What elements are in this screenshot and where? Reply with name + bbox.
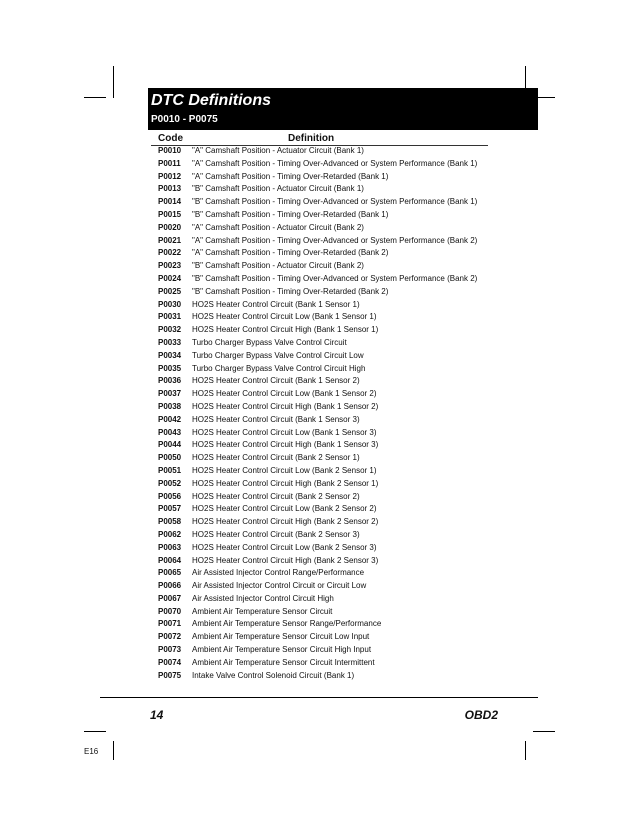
column-header-code: Code <box>158 133 183 144</box>
dtc-definition: HO2S Heater Control Circuit High (Bank 2 Sensor 2) <box>192 517 379 527</box>
dtc-definition: Ambient Air Temperature Sensor Range/Performance <box>192 619 382 629</box>
table-row <box>158 171 477 184</box>
dtc-code: P0072 <box>158 632 182 642</box>
dtc-code: P0037 <box>158 389 182 399</box>
dtc-code: P0014 <box>158 197 182 207</box>
dtc-code: P0030 <box>158 299 182 309</box>
table-row <box>158 158 477 171</box>
crop-mark <box>525 741 526 760</box>
dtc-code: P0033 <box>158 337 182 347</box>
dtc-definition: Turbo Charger Bypass Valve Control Circuit Low <box>192 350 364 360</box>
dtc-code: P0012 <box>158 171 182 181</box>
dtc-definition: Air Assisted Injector Control Circuit or Circuit Low <box>192 581 367 591</box>
footer-divider <box>100 697 538 698</box>
dtc-code: P0075 <box>158 670 182 680</box>
dtc-code: P0034 <box>158 350 182 360</box>
table-row <box>158 491 477 504</box>
dtc-definition: "A" Camshaft Position - Timing Over-Advanced or System Performance (Bank 2) <box>192 235 478 245</box>
table-row <box>158 580 477 593</box>
dtc-code: P0032 <box>158 325 182 335</box>
table-row <box>158 375 477 388</box>
dtc-code: P0063 <box>158 542 182 552</box>
dtc-definition: "A" Camshaft Position - Timing Over-Retarded (Bank 1) <box>192 171 389 181</box>
dtc-code: P0035 <box>158 363 182 373</box>
dtc-code: P0057 <box>158 504 182 514</box>
dtc-definition: "A" Camshaft Position - Timing Over-Advanced or System Performance (Bank 1) <box>192 158 478 168</box>
dtc-definition: HO2S Heater Control Circuit (Bank 1 Sensor 2) <box>192 376 360 386</box>
table-row <box>158 222 477 235</box>
document-name: OBD2 <box>464 708 498 722</box>
dtc-definition: "B" Camshaft Position - Actuator Circuit (Bank 1) <box>192 184 364 194</box>
page-number: 14 <box>150 708 164 722</box>
table-row <box>158 593 477 606</box>
dtc-definition: HO2S Heater Control Circuit High (Bank 1 Sensor 3) <box>192 440 379 450</box>
dtc-code: P0070 <box>158 606 182 616</box>
table-row <box>158 529 477 542</box>
dtc-definition: HO2S Heater Control Circuit Low (Bank 1 Sensor 3) <box>192 427 377 437</box>
table-row <box>158 631 477 644</box>
dtc-definition: HO2S Heater Control Circuit Low (Bank 1 Sensor 2) <box>192 389 377 399</box>
dtc-code: P0023 <box>158 261 182 271</box>
dtc-table <box>158 145 477 682</box>
dtc-code: P0043 <box>158 427 182 437</box>
dtc-code: P0052 <box>158 478 182 488</box>
dtc-code: P0042 <box>158 414 182 424</box>
dtc-code: P0065 <box>158 568 182 578</box>
table-row <box>158 196 477 209</box>
dtc-definition: Air Assisted Injector Control Circuit High <box>192 593 334 603</box>
dtc-definition: HO2S Heater Control Circuit (Bank 1 Sensor 3) <box>192 414 360 424</box>
table-row <box>158 555 477 568</box>
dtc-code: P0031 <box>158 312 182 322</box>
crop-mark <box>113 741 114 760</box>
dtc-code: P0024 <box>158 273 182 283</box>
dtc-code: P0071 <box>158 619 182 629</box>
dtc-definition: HO2S Heater Control Circuit Low (Bank 1 Sensor 1) <box>192 312 377 322</box>
dtc-definition: Ambient Air Temperature Sensor Circuit Intermittent <box>192 657 375 667</box>
dtc-definition: HO2S Heater Control Circuit Low (Bank 2 Sensor 2) <box>192 504 377 514</box>
dtc-code: P0067 <box>158 593 182 603</box>
dtc-definition: Intake Valve Control Solenoid Circuit (Bank 1) <box>192 670 355 680</box>
dtc-definition: Air Assisted Injector Control Range/Performance <box>192 568 365 578</box>
code-range: P0010 - P0075 <box>151 114 218 125</box>
dtc-code: P0062 <box>158 529 182 539</box>
table-row <box>158 247 477 260</box>
table-row <box>158 644 477 657</box>
table-row <box>158 183 477 196</box>
dtc-code: P0036 <box>158 376 182 386</box>
table-row <box>158 363 477 376</box>
crop-mark <box>113 66 114 98</box>
table-row <box>158 388 477 401</box>
crop-mark <box>84 731 106 732</box>
page-title: DTC Definitions <box>151 92 271 109</box>
dtc-definition: "B" Camshaft Position - Actuator Circuit (Bank 2) <box>192 261 364 271</box>
dtc-code: P0044 <box>158 440 182 450</box>
dtc-definition: "B" Camshaft Position - Timing Over-Retarded (Bank 1) <box>192 209 389 219</box>
dtc-definition: HO2S Heater Control Circuit High (Bank 1 Sensor 1) <box>192 325 379 335</box>
dtc-code: P0021 <box>158 235 182 245</box>
dtc-definition: HO2S Heater Control Circuit High (Bank 2 Sensor 1) <box>192 478 379 488</box>
dtc-definition: "A" Camshaft Position - Actuator Circuit (Bank 2) <box>192 222 364 232</box>
dtc-definition: "B" Camshaft Position - Timing Over-Advanced or System Performance (Bank 1) <box>192 197 478 207</box>
table-row <box>158 516 477 529</box>
dtc-code: P0074 <box>158 657 182 667</box>
table-row <box>158 273 477 286</box>
table-row <box>158 209 477 222</box>
table-row <box>158 401 477 414</box>
table-row <box>158 337 477 350</box>
dtc-definition: HO2S Heater Control Circuit Low (Bank 2 Sensor 3) <box>192 542 377 552</box>
dtc-code: P0066 <box>158 581 182 591</box>
dtc-code: P0038 <box>158 401 182 411</box>
dtc-definition: HO2S Heater Control Circuit High (Bank 1 Sensor 2) <box>192 401 379 411</box>
column-header-definition: Definition <box>288 133 335 144</box>
table-row <box>158 503 477 516</box>
dtc-code: P0010 <box>158 146 182 155</box>
table-row <box>158 439 477 452</box>
table-row <box>158 452 477 465</box>
table-row <box>158 145 477 158</box>
table-row <box>158 427 477 440</box>
dtc-code: P0058 <box>158 517 182 527</box>
dtc-definition: HO2S Heater Control Circuit (Bank 2 Sensor 2) <box>192 491 360 501</box>
dtc-definition: Ambient Air Temperature Sensor Circuit High Input <box>192 645 372 655</box>
table-row <box>158 670 477 683</box>
dtc-definition: HO2S Heater Control Circuit (Bank 2 Sensor 1) <box>192 453 360 463</box>
table-row <box>158 618 477 631</box>
dtc-definition: HO2S Heater Control Circuit (Bank 2 Sensor 3) <box>192 529 360 539</box>
table-row <box>158 311 477 324</box>
table-row <box>158 478 477 491</box>
dtc-definition: Ambient Air Temperature Sensor Circuit Low Input <box>192 632 370 642</box>
table-row <box>158 542 477 555</box>
dtc-code: P0011 <box>158 158 181 168</box>
margin-label: E16 <box>84 747 99 756</box>
table-row <box>158 260 477 273</box>
dtc-code: P0064 <box>158 555 182 565</box>
table-row <box>158 465 477 478</box>
dtc-definition: HO2S Heater Control Circuit High (Bank 2 Sensor 3) <box>192 555 379 565</box>
table-row <box>158 286 477 299</box>
dtc-definition: Turbo Charger Bypass Valve Control Circuit <box>192 337 347 347</box>
dtc-definition: HO2S Heater Control Circuit (Bank 1 Sensor 1) <box>192 299 360 309</box>
table-row <box>158 657 477 670</box>
table-row <box>158 235 477 248</box>
dtc-code: P0073 <box>158 645 182 655</box>
crop-mark <box>84 97 106 98</box>
dtc-definition: "A" Camshaft Position - Timing Over-Retarded (Bank 2) <box>192 248 389 258</box>
table-row <box>158 567 477 580</box>
dtc-code: P0056 <box>158 491 182 501</box>
dtc-code: P0020 <box>158 222 182 232</box>
dtc-definition: Ambient Air Temperature Sensor Circuit <box>192 606 333 616</box>
dtc-definition: "A" Camshaft Position - Actuator Circuit (Bank 1) <box>192 146 364 155</box>
crop-mark <box>533 731 555 732</box>
dtc-code: P0022 <box>158 248 182 258</box>
dtc-definition: Turbo Charger Bypass Valve Control Circuit High <box>192 363 366 373</box>
dtc-code: P0015 <box>158 209 182 219</box>
table-row <box>158 299 477 312</box>
dtc-definition: "B" Camshaft Position - Timing Over-Advanced or System Performance (Bank 2) <box>192 273 478 283</box>
dtc-code: P0025 <box>158 286 182 296</box>
table-row <box>158 350 477 363</box>
dtc-code: P0050 <box>158 453 182 463</box>
dtc-definition: "B" Camshaft Position - Timing Over-Retarded (Bank 2) <box>192 286 389 296</box>
table-row <box>158 324 477 337</box>
dtc-code: P0013 <box>158 184 182 194</box>
dtc-definition: HO2S Heater Control Circuit Low (Bank 2 Sensor 1) <box>192 465 377 475</box>
table-row <box>158 606 477 619</box>
dtc-code: P0051 <box>158 465 182 475</box>
table-row <box>158 414 477 427</box>
